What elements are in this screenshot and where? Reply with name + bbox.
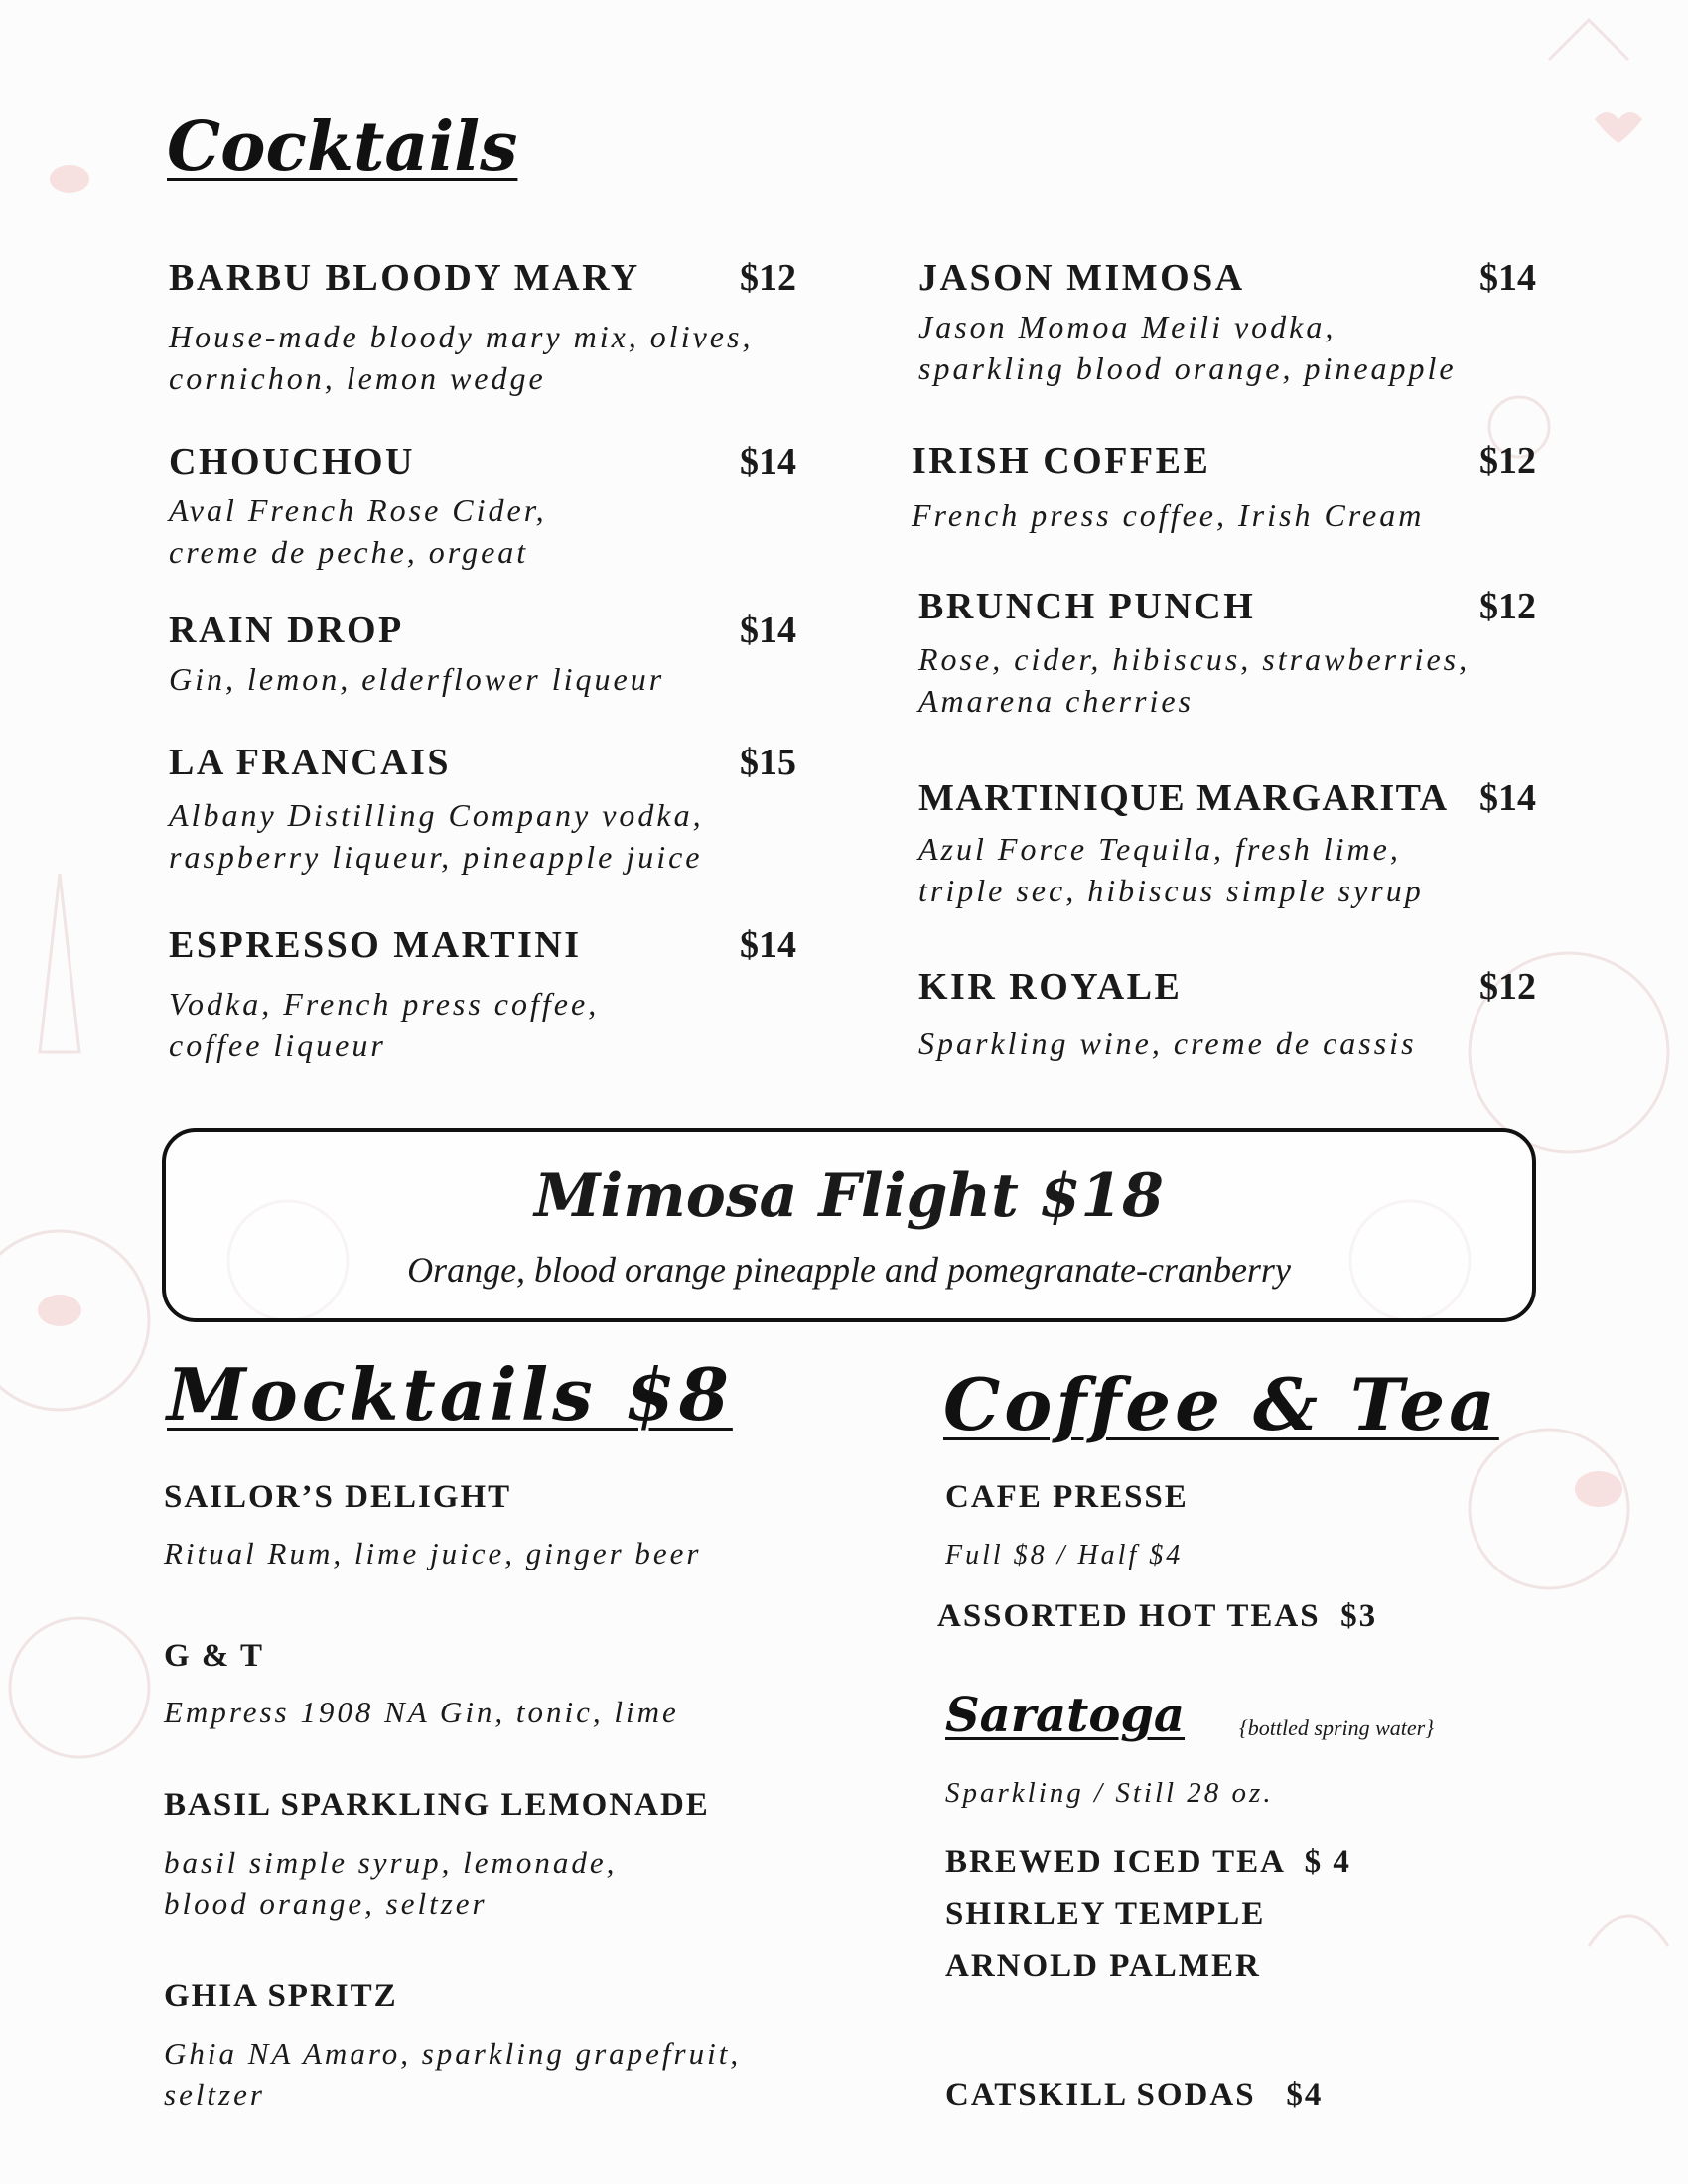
item-description: House-made bloody mary mix, olives, cornichon, lemon wedge [169, 319, 754, 396]
menu-item [169, 609, 796, 700]
item-price: $14 [740, 610, 796, 651]
item-price: $12 [1479, 440, 1536, 481]
item-price: $14 [1479, 257, 1536, 299]
item-name: KIR ROYALE [918, 966, 1183, 1008]
item-name: ESPRESSO MARTINI [169, 924, 582, 966]
item-description: Ghia NA Amaro, sparkling grapefruit, seltzer [164, 2036, 742, 2112]
item-name: IRISH COFFEE [912, 440, 1211, 481]
menu-item [169, 741, 796, 878]
item-name: BRUNCH PUNCH [918, 586, 1256, 627]
item-description: Aval French Rose Cider, creme de peche, orgeat [169, 492, 547, 570]
item-price: $15 [740, 742, 796, 783]
item-name: BASIL SPARKLING LEMONADE [164, 1787, 710, 1823]
item-name: RAIN DROP [169, 610, 404, 651]
item-name: MARTINIQUE MARGARITA [918, 777, 1449, 819]
menu-item [918, 776, 1536, 911]
flight-title: Mimosa Flight $18 [534, 1161, 1164, 1231]
item-description: Rose, cider, hibiscus, strawberries, Amarena cherries [918, 641, 1471, 719]
saratoga-sizes: Sparkling / Still 28 oz. [945, 1777, 1274, 1809]
item-price: $12 [1479, 586, 1536, 627]
item-name: GHIA SPRITZ [164, 1979, 398, 2014]
item-description: basil simple syrup, lemonade, blood orange, seltzer [164, 1845, 618, 1921]
item-name: BARBU BLOODY MARY [169, 257, 640, 299]
item-price: $14 [740, 924, 796, 966]
saratoga-note: {bottled spring water} [1239, 1715, 1435, 1740]
menu-item [169, 440, 796, 573]
item-description: Gin, lemon, elderflower liqueur [169, 661, 665, 697]
catskill-sodas-label: CATSKILL SODAS $4 [945, 2077, 1324, 2113]
mocktails-heading: Mocktails $8 [167, 1352, 733, 1436]
menu-item [169, 256, 796, 399]
coffee-tea-heading: Coffee & Tea [943, 1362, 1499, 1446]
iced-tea-label: BREWED ICED TEA $ 4 [945, 1844, 1351, 1880]
menu-item [169, 923, 796, 1066]
item-price: $14 [740, 441, 796, 482]
item-description: Ritual Rum, lime juice, ginger beer [164, 1536, 702, 1570]
mimosa-flight-box [162, 1128, 1536, 1322]
menu-item [918, 965, 1536, 1064]
item-description: Empress 1908 NA Gin, tonic, lime [164, 1695, 679, 1729]
shirley-temple-label: SHIRLEY TEMPLE [945, 1896, 1266, 1932]
item-price: $14 [1479, 777, 1536, 819]
item-description: Vodka, French press coffee, coffee liqueur [169, 986, 600, 1063]
hot-teas-label: ASSORTED HOT TEAS $3 [937, 1598, 1378, 1634]
menu-item [918, 256, 1536, 389]
saratoga-heading: Saratoga [945, 1688, 1186, 1743]
item-description: Sparkling wine, creme de cassis [918, 1025, 1417, 1061]
cocktails-heading: Cocktails [167, 107, 518, 187]
menu-item [918, 585, 1536, 722]
item-name: LA FRANCAIS [169, 742, 452, 783]
item-name: JASON MIMOSA [918, 257, 1245, 299]
item-description: Albany Distilling Company vodka, raspberry liqueur, pineapple juice [169, 797, 704, 875]
item-name: G & T [164, 1638, 265, 1674]
cafe-presse-label: CAFE PRESSE [945, 1479, 1189, 1515]
item-description: French press coffee, Irish Cream [912, 497, 1425, 533]
menu-item [912, 439, 1536, 536]
item-description: Azul Force Tequila, fresh lime, triple sec, hibiscus simple syrup [918, 831, 1424, 908]
item-price: $12 [1479, 966, 1536, 1008]
cafe-presse-sizes: Full $8 / Half $4 [945, 1540, 1184, 1570]
flight-description: Orange, blood orange pineapple and pomegranate-cranberry [407, 1250, 1291, 1290]
arnold-palmer-label: ARNOLD PALMER [945, 1948, 1261, 1983]
item-name: CHOUCHOU [169, 441, 415, 482]
item-price: $12 [740, 257, 796, 299]
item-description: Jason Momoa Meili vodka, sparkling blood orange, pineapple [918, 309, 1457, 386]
item-name: SAILOR’S DELIGHT [164, 1479, 512, 1515]
